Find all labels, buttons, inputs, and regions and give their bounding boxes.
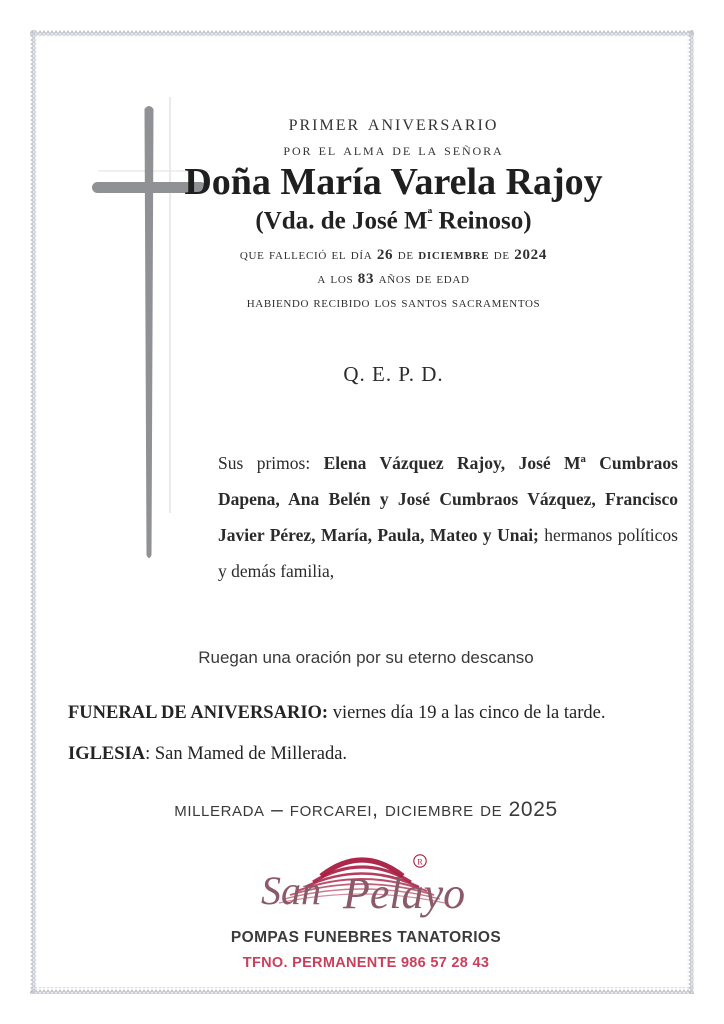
- age-suffix: años de edad: [374, 270, 470, 287]
- death-date-line: [175, 247, 612, 264]
- funeral-label: FUNERAL DE ANIVERSARIO:: [68, 703, 329, 723]
- family-closing: hermanos políticos y demás familia,: [218, 524, 678, 581]
- deceased-name: Doña María Varela Rajoy: [184, 160, 603, 203]
- death-month: diciembre: [418, 246, 490, 263]
- widow-prefix: (Vda. de José M: [255, 207, 428, 235]
- sacraments-line: habiendo recibido los santos sacramentos: [246, 294, 541, 311]
- for-soul-label: por el alma de la señora: [283, 140, 504, 160]
- death-prefix: que falleció el día: [239, 246, 377, 263]
- age-value: 83: [357, 270, 375, 287]
- death-mid: de: [393, 246, 419, 263]
- place-date-line: millerada – forcarei, diciembre de 2025: [174, 798, 558, 821]
- widow-of-line: [175, 206, 612, 236]
- church-detail: : San Mamed de Millerada.: [145, 744, 348, 764]
- death-year: 2024: [514, 246, 548, 263]
- funeral-detail: viernes día 19 a las cinco de la tarde.: [328, 703, 606, 723]
- age-line: [175, 271, 612, 288]
- funeral-detail-line: [68, 703, 672, 724]
- anniversary-label: primer aniversario: [288, 110, 499, 135]
- phone-line: TFNO. PERMANENTE 986 57 28 43: [242, 955, 490, 971]
- family-names: Elena Vázquez Rajoy, José Mª Cumbraos Dapena, Ana Belén y José Cumbraos Vázquez, Francisco Javier Pérez, María, Paula, Mateo y Unai;: [218, 453, 678, 545]
- age-prefix: a los: [317, 270, 358, 287]
- san-pelayo-logo: [247, 846, 477, 926]
- company-name: POMPAS FUNEBRES TANATORIOS: [230, 929, 502, 946]
- qepd-line: Q. E. P. D.: [343, 362, 444, 386]
- logo-text-san: San: [261, 868, 321, 913]
- death-day: 26: [376, 246, 394, 263]
- logo-text-pelayo: Pelayo: [343, 869, 466, 918]
- prayer-request: Ruegan una oración por su eterno descanso: [198, 648, 534, 667]
- widow-suffix: Reinoso): [432, 207, 532, 235]
- church-detail-line: [68, 744, 672, 765]
- church-label: IGLESIA: [68, 744, 146, 764]
- svg-text:R: R: [417, 857, 423, 867]
- family-intro: Sus primos:: [218, 453, 324, 473]
- registered-mark-icon: [414, 855, 426, 867]
- widow-ordinal: ª: [427, 205, 433, 223]
- family-paragraph: [218, 446, 678, 590]
- death-mid2: de: [489, 246, 515, 263]
- notice-header: [175, 110, 612, 312]
